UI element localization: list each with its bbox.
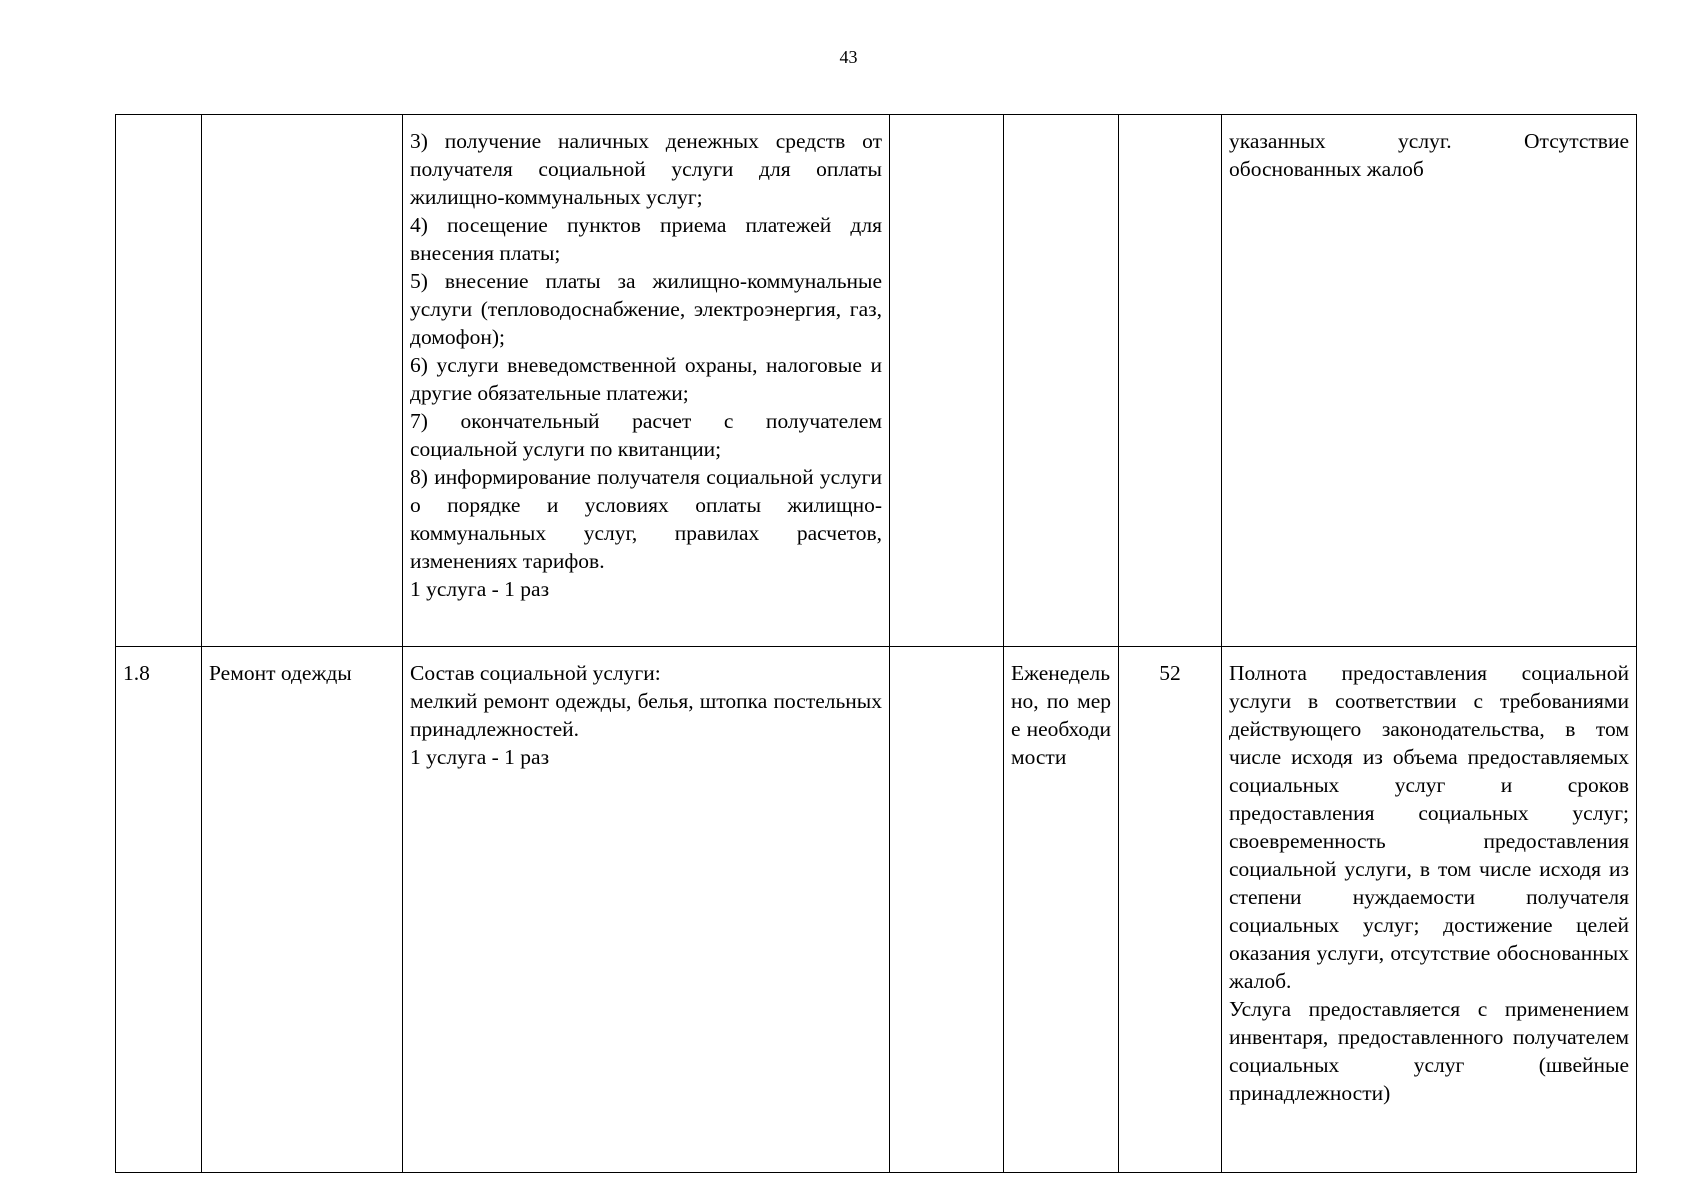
service-composition-cell [403, 647, 890, 1173]
composition-line: 3) получение наличных денежных средств от получателя социальной услуги для оплаты жилищно-коммунальных услуг; [410, 129, 882, 209]
quality-criteria-cell [1222, 115, 1637, 647]
quality-line: указанных услуг. Отсутствие обоснованных жалоб [1229, 129, 1629, 181]
page-number: 43 [839, 47, 858, 67]
quality-criteria-cell [1222, 647, 1637, 1173]
quality-line: Полнота предоставления социальной услуги в соответствии с требованиями действующего законодательства, в том числе исходя из объема предоставляемых социальных услуг и сроков предоставления социальных услуг; своевременность предоставления социальной услуги, в том числе исходя из степени нуждаемости получателя социальных услуг; достижение целей оказания услуги, отсутствие обоснованных жалоб. [1229, 661, 1629, 993]
count-cell: 52 [1119, 647, 1222, 1173]
composition-line: 8) информирование получателя социальной услуги о порядке и условиях оплаты жилищно-коммунальных услуг, правилах расчетов, изменениях тарифов. [410, 465, 882, 573]
service-name-cell [202, 115, 403, 647]
service-composition-cell [403, 115, 890, 647]
composition-line: 6) услуги вневедомственной охраны, налоговые и другие обязательные платежи; [410, 353, 882, 405]
composition-line: мелкий ремонт одежды, белья, штопка постельных принадлежностей. [410, 689, 882, 741]
services-table [115, 114, 1637, 1173]
frequency-cell [1004, 647, 1119, 1173]
empty-cell [890, 647, 1004, 1173]
service-name-cell: Ремонт одежды [202, 647, 403, 1173]
composition-line: 7) окончательный расчет с получателем социальной услуги по квитанции; [410, 409, 882, 461]
frequency-text: Еженедельно, по мере необходимости [1011, 661, 1111, 769]
service-number-cell: 1.8 [116, 647, 202, 1173]
table-row [116, 647, 1637, 1173]
quality-line: Услуга предоставляется с применением инвентаря, предоставленного получателем социальных услуг (швейные принадлежности) [1229, 997, 1629, 1105]
table-row [116, 115, 1637, 647]
composition-line: 1 услуга - 1 раз [410, 577, 550, 601]
count-cell [1119, 115, 1222, 647]
composition-line: 4) посещение пунктов приема платежей для внесения платы; [410, 213, 882, 265]
composition-line: 1 услуга - 1 раз [410, 745, 550, 769]
empty-cell [890, 115, 1004, 647]
composition-line: Состав социальной услуги: [410, 661, 661, 685]
service-number-cell [116, 115, 202, 647]
frequency-cell [1004, 115, 1119, 647]
composition-line: 5) внесение платы за жилищно-коммунальные услуги (тепловодоснабжение, электроэнергия, газ, домофон); [410, 269, 882, 349]
